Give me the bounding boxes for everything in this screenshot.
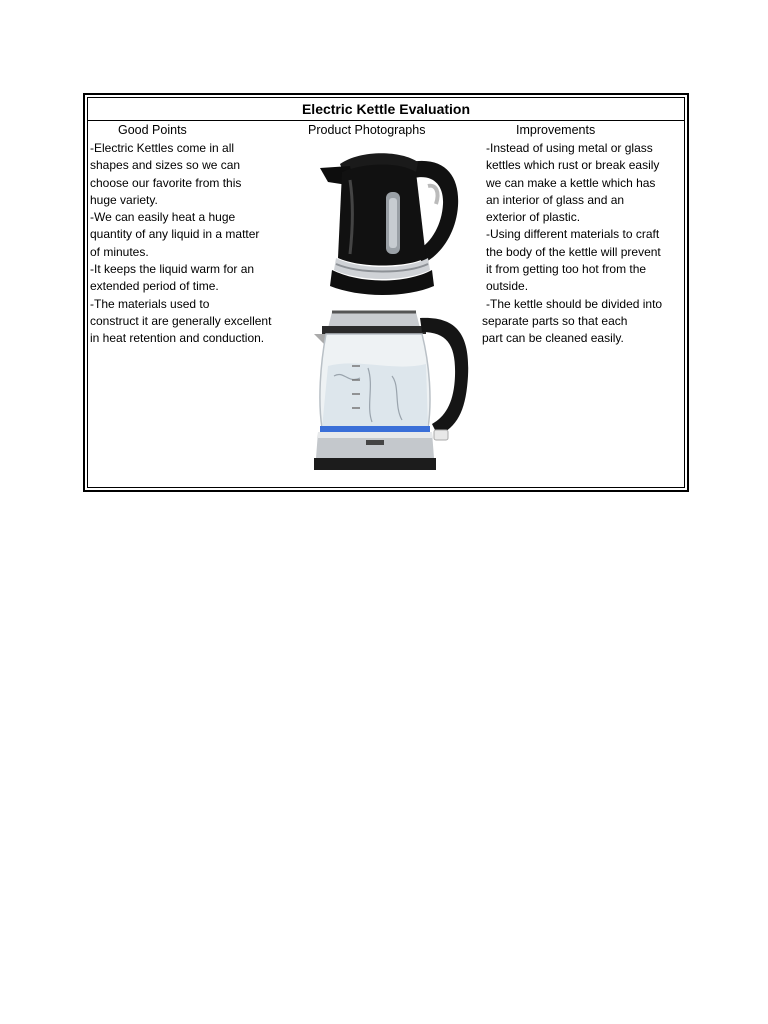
list-item: in heat retention and conduction. — [90, 331, 265, 346]
list-item: exterior of plastic. — [486, 210, 581, 225]
table-inner-border — [87, 97, 685, 488]
list-item: construct it are generally excellent — [90, 313, 272, 328]
list-item: we can make a kettle which has — [486, 175, 656, 190]
list-item: extended period of time. — [90, 279, 219, 294]
list-item: -Electric Kettles come in all — [90, 141, 235, 155]
list-item: -Using different materials to craft — [486, 227, 660, 242]
list-item: separate parts so that each — [482, 313, 628, 328]
list-item: shapes and sizes so we can — [90, 158, 241, 173]
good-points-list — [90, 140, 271, 348]
list-item: -Instead of using metal or glass — [486, 141, 653, 155]
list-item: an interior of glass and an — [486, 192, 625, 207]
list-item: kettles which rust or break easily — [486, 158, 660, 173]
list-item: it from getting too hot from the — [486, 262, 647, 277]
list-item: of minutes. — [90, 244, 149, 259]
list-item: -The materials used to — [90, 296, 210, 311]
list-item: -We can easily heat a huge — [90, 210, 236, 225]
list-item: -The kettle should be divided into — [486, 296, 663, 311]
black-plastic-kettle-icon — [310, 146, 470, 301]
list-item: the body of the kettle will prevent — [486, 244, 661, 259]
improvements-list — [482, 140, 662, 348]
evaluation-table — [83, 93, 689, 492]
header-product-photographs: Product Photographs — [308, 123, 426, 137]
page-title: Electric Kettle Evaluation — [301, 101, 471, 117]
list-item: quantity of any liquid in a matter — [90, 227, 260, 242]
title-row — [88, 98, 684, 121]
header-improvements: Improvements — [516, 123, 596, 137]
list-item: huge variety. — [90, 192, 158, 207]
list-item: choose our favorite from this — [90, 175, 242, 190]
glass-steel-kettle-icon — [308, 306, 478, 478]
list-item: -It keeps the liquid warm for an — [90, 262, 255, 277]
header-good-points: Good Points — [118, 123, 187, 137]
list-item: part can be cleaned easily. — [482, 331, 624, 346]
list-item: outside. — [486, 279, 529, 294]
